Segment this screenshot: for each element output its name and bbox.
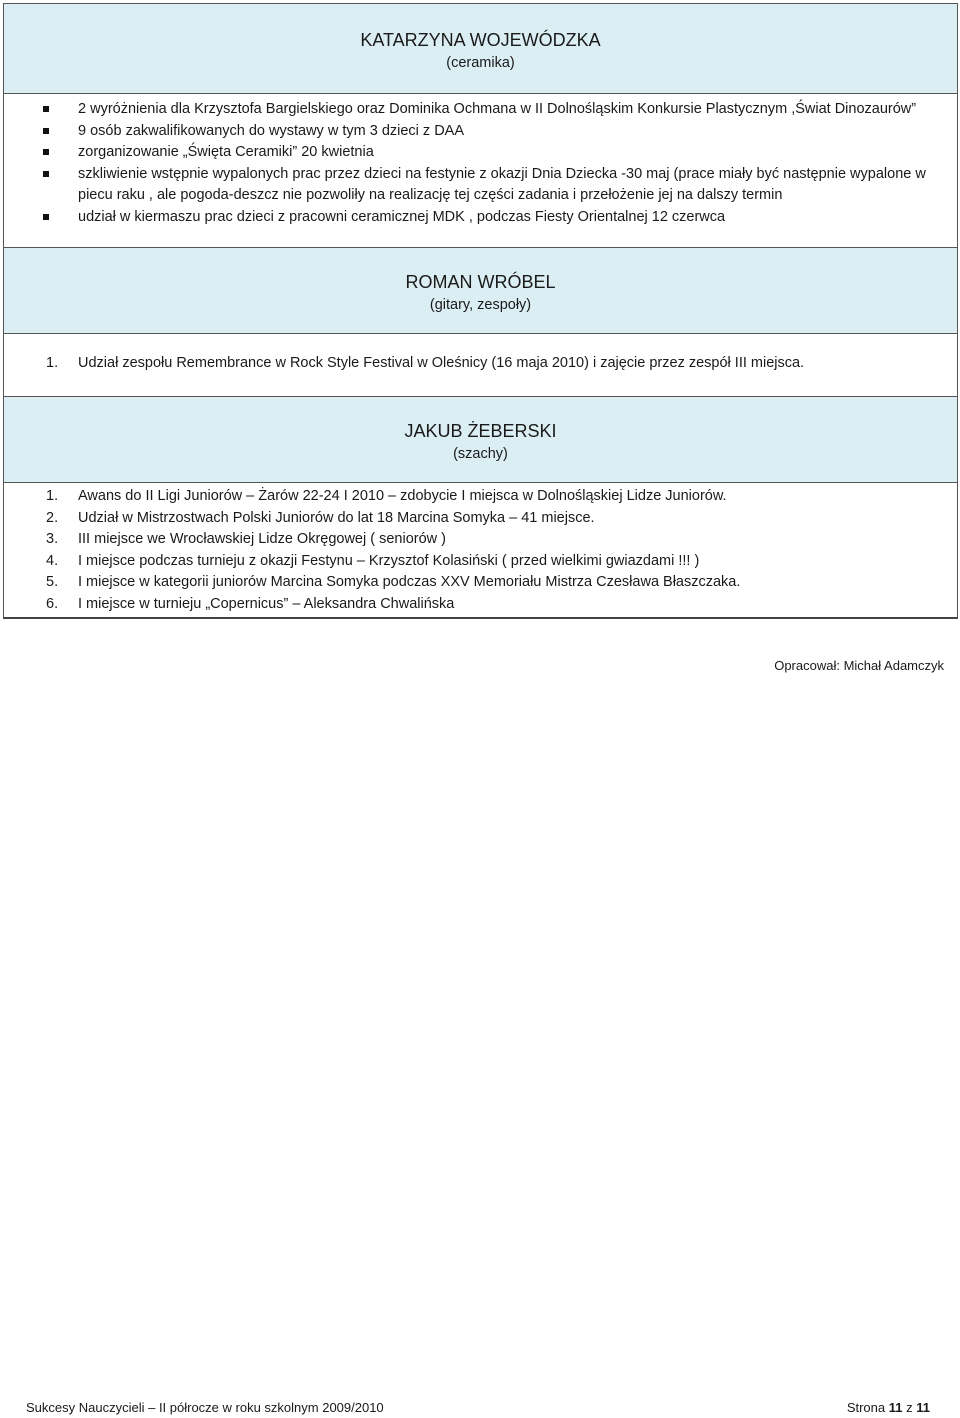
section-header-wojewodzka [4,4,957,94]
numbered-list [4,353,957,375]
bullet-square-icon [43,128,49,134]
page-footer [26,1400,930,1415]
teacher-name: KATARZYNA WOJEWÓDZKA [360,30,601,50]
list-item: 1. Udział zespołu Remembrance w Rock Style Festival w Oleśnicy (16 maja 2010) i zajęcie przez zespół III miejsca. [46,355,805,371]
list-item: 9 osób zakwalifikowanych do wystawy w tym 3 dzieci z DAA [4,121,957,143]
teacher-name: JAKUB ŻEBERSKI [404,421,557,441]
teacher-subject: (ceramika) [446,55,515,71]
section-header-zeberski [4,397,957,483]
bullet-square-icon [43,171,49,177]
section-body-zeberski [4,483,957,617]
page-number: Strona 11 z 11 [846,1400,930,1415]
bullet-square-icon [43,106,49,112]
bullet-square-icon [43,214,49,220]
section-body-wrobel [4,334,957,397]
list-item: udział w kiermaszu prac dzieci z pracowni ceramicznej MDK , podczas Fiesty Orientalnej 12 czerwca [4,207,957,229]
list-item: 5. I miejsce w kategorii juniorów Marcina Somyka podczas XXV Memoriału Mistrza Czesława Błaszczaka. [46,574,741,590]
list-item: 4. I miejsce podczas turnieju z okazji Festynu – Krzysztof Kolasiński ( przed wielkimi gwiazdami !!! ) [46,552,700,569]
list-item: 2 wyróżnienia dla Krzysztofa Bargielskiego oraz Dominika Ochmana w II Dolnośląskim Konkursie Plastycznym ,Świat Dinozaurów” [4,99,957,121]
section-body-wojewodzka [4,94,957,248]
bullet-square-icon [43,149,49,155]
bullet-list [4,99,957,228]
list-item: 6. I miejsce w turnieju „Copernicus” – Aleksandra Chwalińska [46,595,455,612]
achievements-table [3,3,958,619]
list-item: 2. Udział w Mistrzostwach Polski Juniorów do lat 18 Marcina Somyka – 41 miejsce. [46,509,595,526]
list-item: zorganizowanie „Święta Ceramiki” 20 kwietnia [4,142,957,164]
prepared-by: Opracował: Michał Adamczyk [774,658,944,673]
teacher-name: ROMAN WRÓBEL [405,272,556,292]
list-item: 1. Awans do II Ligi Juniorów – Żarów 22-24 I 2010 – zdobycie I miejsca w Dolnośląskiej Lidze Juniorów. [46,488,727,504]
teacher-subject: (gitary, zespoły) [429,297,532,313]
list-item: 3. III miejsce we Wrocławskiej Lidze Okręgowej ( seniorów ) [46,531,446,547]
section-header-wrobel [4,248,957,334]
list-item: szkliwienie wstępnie wypalonych prac przez dzieci na festynie z okazji Dnia Dziecka -30 maj (prace miały być następnie wypalone w piecu raku , ale pogoda-deszcz nie pozwoliły na realizację tej części zadania i przełożenie jej na dalszy termin [4,164,957,207]
teacher-subject: (szachy) [453,446,508,462]
footer-title: Sukcesy Nauczycieli – II półrocze w roku szkolnym 2009/2010 [26,1400,384,1415]
numbered-list [4,486,957,615]
